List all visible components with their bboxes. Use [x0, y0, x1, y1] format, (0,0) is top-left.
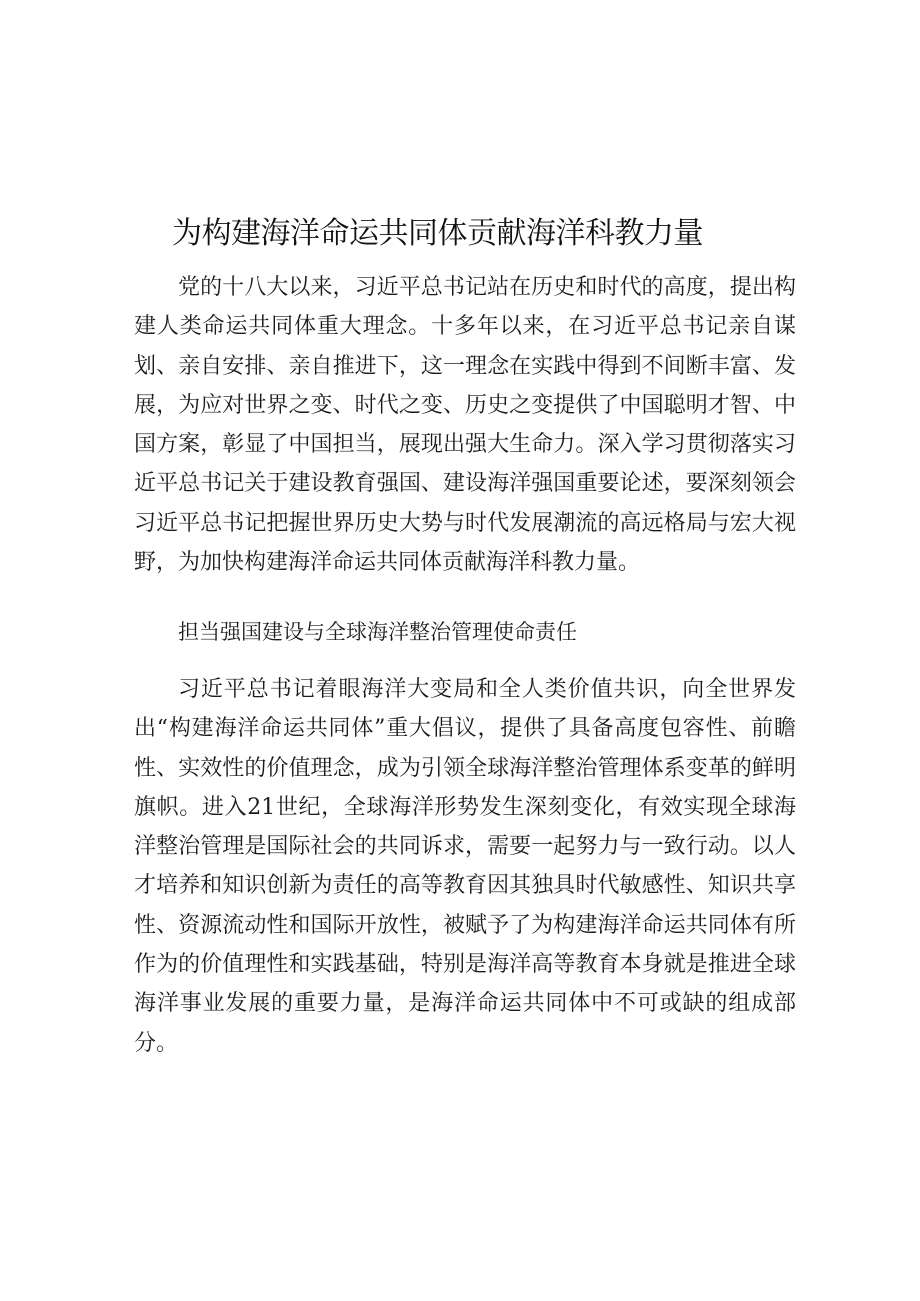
paragraph-section-body: 习近平总书记着眼海洋大变局和全人类价值共识，向全世界发出“构建海洋命运共同体”重大倡议，提供了具备高度包容性、前瞻性、实效性的价值理念，成为引领全球海洋整治管理体系变革的鲜明旗帜。进入21世纪，全球海洋形势发生深刻变化，有效实现全球海洋整治管理是国际社会的共同诉求，需要一起努力与一致行动。以人才培养和知识创新为责任的高等教育因其独具时代敏感性、知识共享性、资源流动性和国际开放性，被赋予了为构建海洋命运共同体有所作为的价值理性和实践基础，特别是海洋高等教育本身就是推进全球海洋事业发展的重要力量，是海洋命运共同体中不可或缺的组成部分。	[134, 677, 796, 1056]
paragraph-intro: 党的十八大以来，习近平总书记站在历史和时代的高度，提出构建人类命运共同体重大理念。十多年以来，在习近平总书记亲自谋划、亲自安排、亲自推进下，这一理念在实践中得到不间断丰富、发展，为应对世界之变、时代之变、历史之变提供了中国聪明才智、中国方案，彰显了中国担当，展现出强大生命力。深入学习贯彻落实习近平总书记关于建设教育强国、建设海洋强国重要论述，要深刻领会习近平总书记把握世界历史大势与时代发展潮流的高远格局与宏大视野，为加快构建海洋命运共同体贡献海洋科教力量。	[134, 275, 796, 576]
section-heading: 担当强国建设与全球海洋整治管理使命责任	[178, 620, 577, 644]
document-title: 为构建海洋命运共同体贡献海洋科教力量	[172, 216, 703, 251]
